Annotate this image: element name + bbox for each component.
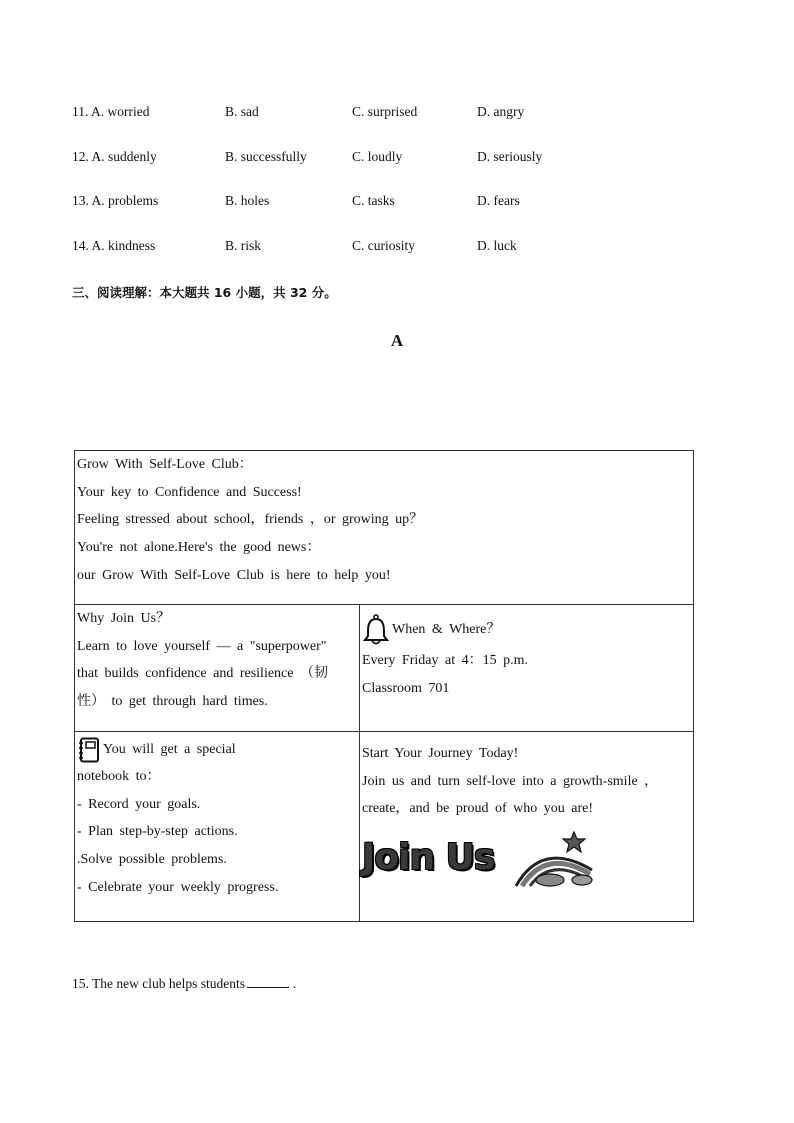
start-title: Start Your Journey Today! — [362, 746, 519, 761]
notebook-line: notebook to： — [77, 769, 161, 784]
ad-line: our Grow With Self-Love Club is here to help you! — [77, 567, 391, 583]
bell-icon — [362, 614, 390, 646]
question-15 — [72, 975, 296, 992]
when-place: Classroom 701 — [362, 680, 450, 696]
ad-line: Feeling stressed about school，friends ，or growing up？ — [77, 512, 424, 528]
option-b: B. risk — [225, 237, 262, 253]
answer-blank[interactable] — [247, 975, 289, 988]
option-b: B. successfully — [225, 148, 307, 164]
option-a: 13. A. problems — [72, 193, 159, 208]
notebook-title: You will get a special — [103, 742, 236, 758]
option-d: D. seriously — [477, 148, 543, 164]
notebook-line: - Record your goals. — [77, 796, 201, 812]
start-journey-cell — [360, 732, 693, 921]
ad-intro-cell — [75, 451, 693, 605]
start-line: Join us and turn self-love into a growth-smile ， — [362, 773, 659, 789]
section-heading: 三、阅读理解：本大题共 16 小题，共 32 分。 — [72, 285, 337, 300]
passage-letter: A — [390, 331, 404, 350]
option-c: C. tasks — [352, 193, 395, 208]
why-line: 性） to get through hard times. — [77, 694, 268, 710]
ad-line: You're not alone.Here's the good news： — [77, 540, 321, 556]
notebook-icon — [77, 737, 101, 763]
notebook-line: - Plan step-by-step actions. — [77, 824, 238, 840]
why-line: Learn to love yourself — a "superpower" — [77, 638, 327, 654]
notebook-cell — [75, 732, 360, 921]
option-row — [72, 193, 712, 238]
option-c: C. surprised — [352, 104, 418, 119]
why-line: that builds confidence and resilience （韧 — [77, 666, 328, 682]
option-d: D. fears — [477, 193, 520, 208]
notebook-heading — [77, 737, 359, 763]
when-where-cell — [360, 605, 693, 732]
option-d: D. luck — [477, 237, 517, 253]
start-line: create，and be proud of who you are! — [362, 801, 594, 817]
question-text: 15. The new club helps students — [72, 976, 245, 991]
option-b: B. holes — [225, 193, 270, 208]
answer-options — [72, 104, 712, 282]
why-title: Why Join Us？ — [77, 611, 171, 626]
option-row — [72, 238, 712, 283]
club-advertisement — [74, 450, 694, 922]
when-heading — [362, 613, 693, 647]
option-a: 11. A. worried — [72, 104, 150, 119]
when-title: When & Where？ — [392, 622, 501, 638]
option-a: 14. A. kindness — [72, 237, 156, 253]
join-us-logo — [362, 830, 602, 892]
ad-title: Grow With Self-Love Club： — [77, 457, 253, 472]
notebook-line: .Solve possible problems. — [77, 852, 227, 868]
why-join-cell — [75, 605, 360, 732]
ad-line: Your key to Confidence and Success! — [77, 484, 302, 500]
option-row — [72, 149, 712, 194]
option-c: C. curiosity — [352, 237, 415, 253]
option-b: B. sad — [225, 104, 259, 119]
question-end: . — [292, 976, 297, 991]
join-us-text: Join Us — [362, 837, 495, 878]
option-a: 12. A. suddenly — [72, 148, 157, 164]
option-d: D. angry — [477, 104, 525, 119]
option-c: C. loudly — [352, 148, 403, 164]
notebook-line: - Celebrate your weekly progress. — [77, 879, 279, 895]
rainbow-star-icon — [512, 830, 604, 890]
when-time: Every Friday at 4：15 p.m. — [362, 653, 528, 668]
option-row — [72, 104, 712, 149]
